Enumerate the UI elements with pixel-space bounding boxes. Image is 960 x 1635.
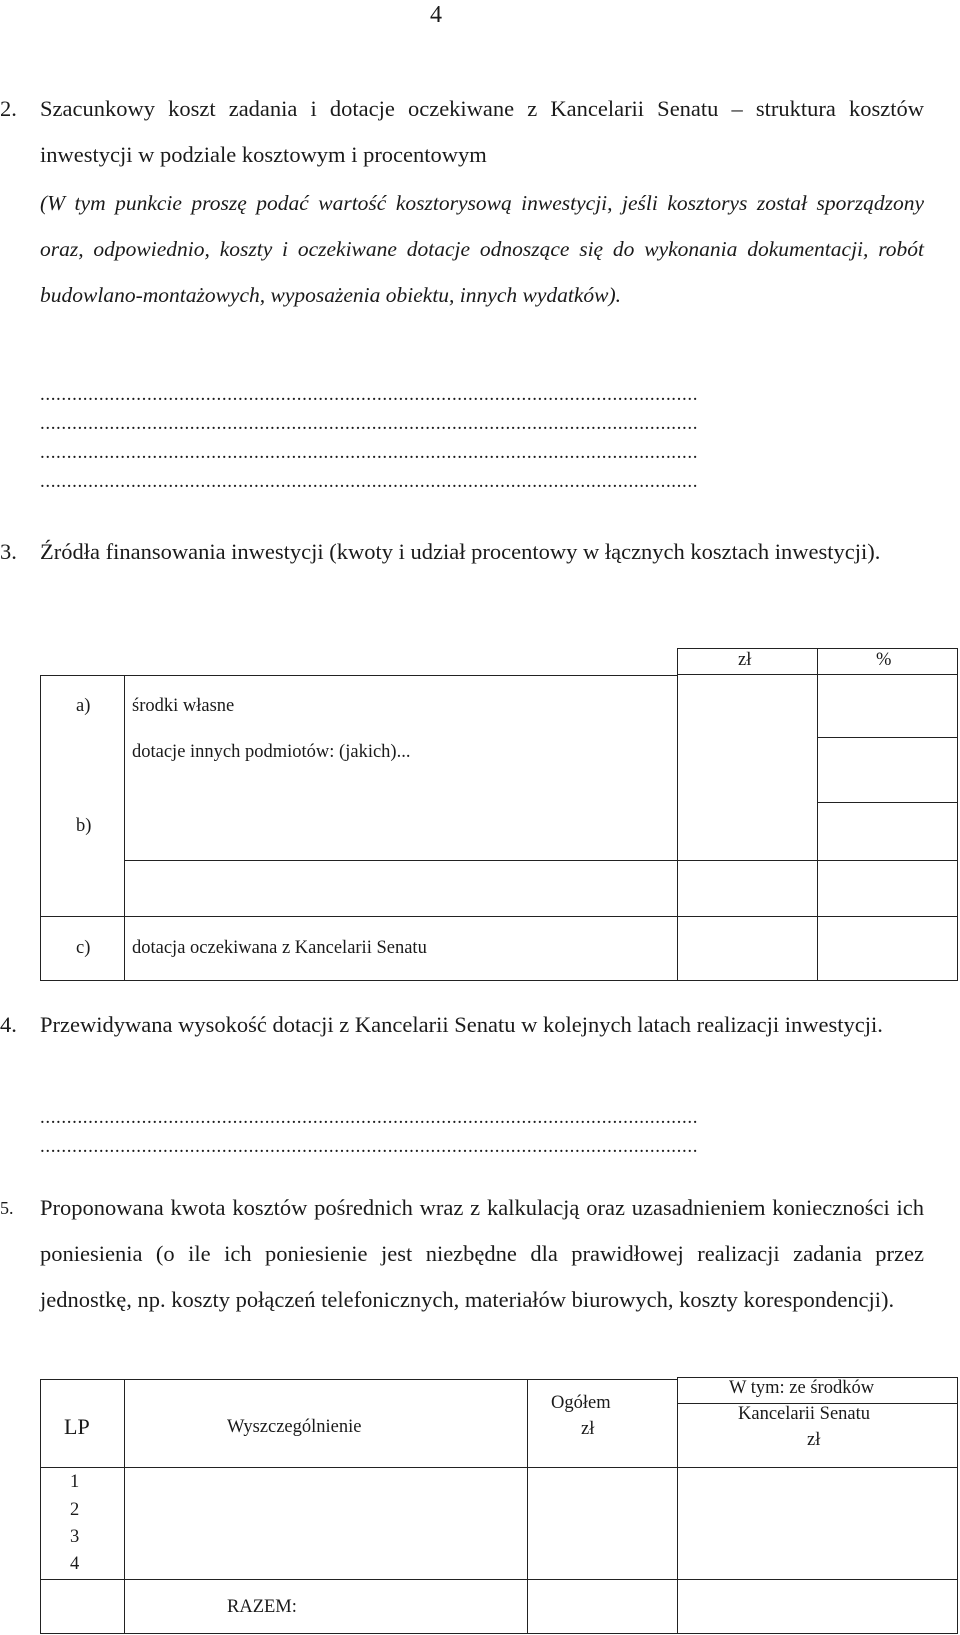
section-4-title: Przewidywana wysokość dotacji z Kancelarii Senatu w kolejnych latach realizacji inwestycji. — [40, 1012, 883, 1037]
row-text-senate-grant: dotacja oczekiwana z Kancelarii Senatu — [132, 938, 427, 958]
section-3-title: Źródła finansowania inwestycji (kwoty i udział procentowy w łącznych kosztach inwestycji). — [40, 539, 881, 564]
table-border — [124, 860, 958, 861]
table-border — [817, 737, 958, 738]
section-2-title: Szacunkowy koszt zadania i dotacje oczekiwane z Kancelarii Senatu – struktura kosztów inwestycji w podziale kosztowym i procentowym — [40, 96, 924, 167]
table-border — [40, 1467, 958, 1468]
section-3-number: 3. — [0, 539, 17, 564]
section-5-title: Proponowana kwota kosztów pośrednich wraz z kalkulacją oraz uzasadnieniem konieczności ich poniesienia (o ile ich poniesienie jest niezbędne dla prawidłowej realizacji zadania przez jednostkę, np. koszty połączeń telefonicznych, materiałów biurowych, koszty korespondencji). — [40, 1195, 924, 1312]
column-header-zl: zł — [738, 650, 752, 670]
dotted-line: ........................................................................................................................... — [40, 385, 699, 404]
column-header-description: Wyszczególnienie — [227, 1417, 362, 1437]
section-5-number: 5. — [0, 1198, 14, 1218]
row-number: 3 — [70, 1527, 80, 1547]
dotted-line: ........................................................................................................................... — [40, 414, 699, 433]
table-border — [40, 675, 41, 981]
table-border — [124, 1379, 125, 1634]
row-number: 1 — [70, 1472, 80, 1492]
row-text-other-grants: dotacje innych podmiotów: (jakich)... — [132, 742, 411, 762]
row-number: 4 — [70, 1554, 80, 1574]
row-text-own-funds: środki własne — [132, 696, 235, 716]
dotted-line: ........................................................................................................................... — [40, 443, 699, 462]
dotted-line: ........................................................................................................................... — [40, 1137, 699, 1156]
column-header-senate-funds: Kancelarii Senatu — [738, 1404, 871, 1424]
column-header-total: Ogółem — [551, 1393, 611, 1413]
table-border — [40, 1633, 958, 1634]
row-number: 2 — [70, 1500, 80, 1520]
column-header-senate-funds: W tym: ze środków — [729, 1378, 875, 1398]
row-label-b: b) — [76, 816, 92, 836]
table-border — [124, 675, 125, 981]
total-label: RAZEM: — [227, 1597, 297, 1617]
column-header-percent: % — [876, 650, 892, 670]
table-border — [817, 648, 818, 981]
table-border — [40, 1579, 958, 1580]
page-number: 4 — [430, 2, 442, 28]
section-4-number: 4. — [0, 1012, 17, 1037]
table-border — [817, 802, 958, 803]
table-border — [957, 648, 958, 981]
dotted-line: ........................................................................................................................... — [40, 472, 699, 491]
table-border — [40, 916, 958, 917]
column-header-lp: LP — [64, 1414, 90, 1439]
column-header-senate-unit: zł — [807, 1430, 821, 1450]
table-border — [677, 648, 678, 981]
table-border — [40, 675, 677, 676]
section-2-number: 2. — [0, 96, 17, 121]
table-border — [677, 1377, 678, 1634]
table-border — [40, 1379, 677, 1380]
column-header-total-unit: zł — [581, 1419, 595, 1439]
section-2-note: (W tym punkcie proszę podać wartość kosztorysową inwestycji, jeśli kosztorys został sporządzony oraz, odpowiednio, koszty i oczekiwane dotacje odnoszące się do wykonania dokumentacji, robót budowlano-montażowych, wyposażenia obiektu, innych wydatków). — [40, 191, 924, 307]
table-border — [40, 980, 958, 981]
table-border — [957, 1377, 958, 1634]
dotted-line: ........................................................................................................................... — [40, 1108, 699, 1127]
row-label-a: a) — [76, 696, 91, 716]
row-label-c: c) — [76, 938, 91, 958]
table-border — [40, 1379, 41, 1634]
table-border — [527, 1379, 528, 1634]
